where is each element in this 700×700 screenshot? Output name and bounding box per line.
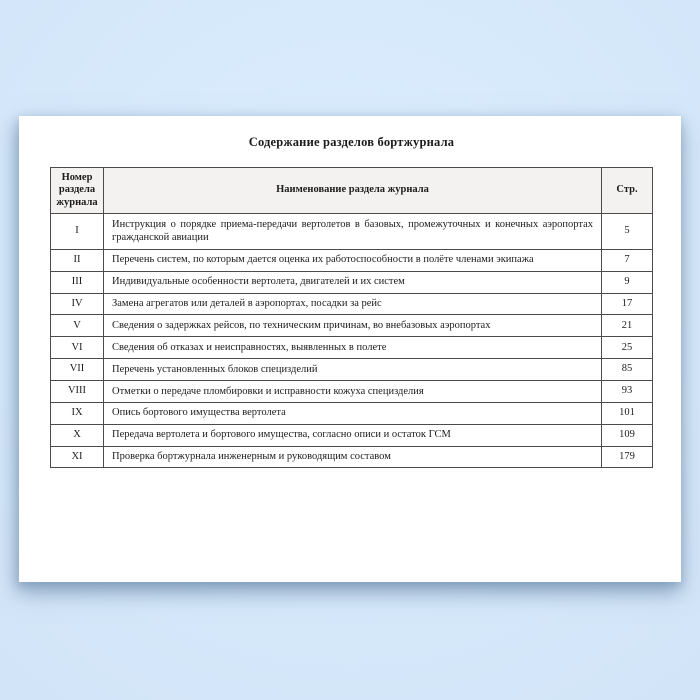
cell-section-name: Инструкция о порядке приема-передачи вертолетов в базовых, промежуточных и конечных аэропортах гражданской авиации <box>104 214 602 250</box>
table-row <box>51 214 653 250</box>
table-row <box>51 249 653 271</box>
table-header-row <box>51 168 653 214</box>
cell-page-number: 21 <box>602 315 653 337</box>
column-header-section-name: Наименование раздела журнала <box>104 168 602 214</box>
cell-section-name: Индивидуальные особенности вертолета, двигателей и их систем <box>104 271 602 293</box>
table-row <box>51 402 653 424</box>
cell-page-number: 101 <box>602 402 653 424</box>
cell-section-name: Сведения об отказах и неисправностях, выявленных в полете <box>104 337 602 359</box>
contents-table <box>50 167 653 468</box>
table-row <box>51 381 653 403</box>
cell-section-name: Перечень систем, по которым дается оценка их работоспособности в полёте членами экипажа <box>104 249 602 271</box>
cell-page-number: 17 <box>602 293 653 315</box>
cell-section-number: V <box>51 315 104 337</box>
cell-section-number: III <box>51 271 104 293</box>
column-header-section-number: Номер раздела журнала <box>51 168 104 214</box>
cell-section-name: Замена агрегатов или деталей в аэропортах, посадки за рейс <box>104 293 602 315</box>
cell-page-number: 179 <box>602 446 653 468</box>
cell-section-name: Передача вертолета и бортового имущества, согласно описи и остаток ГСМ <box>104 424 602 446</box>
cell-section-number: X <box>51 424 104 446</box>
cell-section-number: I <box>51 214 104 250</box>
cell-page-number: 93 <box>602 381 653 403</box>
cell-section-name: Опись бортового имущества вертолета <box>104 402 602 424</box>
table-row <box>51 424 653 446</box>
column-header-page: Стр. <box>602 168 653 214</box>
cell-page-number: 109 <box>602 424 653 446</box>
cell-section-number: VIII <box>51 381 104 403</box>
cell-page-number: 85 <box>602 359 653 381</box>
cell-section-number: II <box>51 249 104 271</box>
cell-section-name: Отметки о передаче пломбировки и исправности кожуха специзделия <box>104 381 602 403</box>
cell-page-number: 7 <box>602 249 653 271</box>
cell-section-number: XI <box>51 446 104 468</box>
table-row <box>51 337 653 359</box>
table-header <box>51 168 653 214</box>
table-body <box>51 214 653 468</box>
table-row <box>51 359 653 381</box>
cell-section-number: IV <box>51 293 104 315</box>
cell-section-name: Перечень установленных блоков специзделий <box>104 359 602 381</box>
table-row <box>51 271 653 293</box>
cell-section-number: IX <box>51 402 104 424</box>
cell-page-number: 5 <box>602 214 653 250</box>
cell-page-number: 25 <box>602 337 653 359</box>
page-title: Содержание разделов бортжурнала <box>248 135 455 149</box>
cell-section-name: Сведения о задержках рейсов, по техническим причинам, во внебазовых аэропортах <box>104 315 602 337</box>
cell-section-number: VI <box>51 337 104 359</box>
table-row <box>51 446 653 468</box>
cell-section-name: Проверка бортжурнала инженерным и руководящим составом <box>104 446 602 468</box>
cell-section-number: VII <box>51 359 104 381</box>
document-page <box>19 116 681 582</box>
table-row <box>51 315 653 337</box>
table-row <box>51 293 653 315</box>
cell-page-number: 9 <box>602 271 653 293</box>
